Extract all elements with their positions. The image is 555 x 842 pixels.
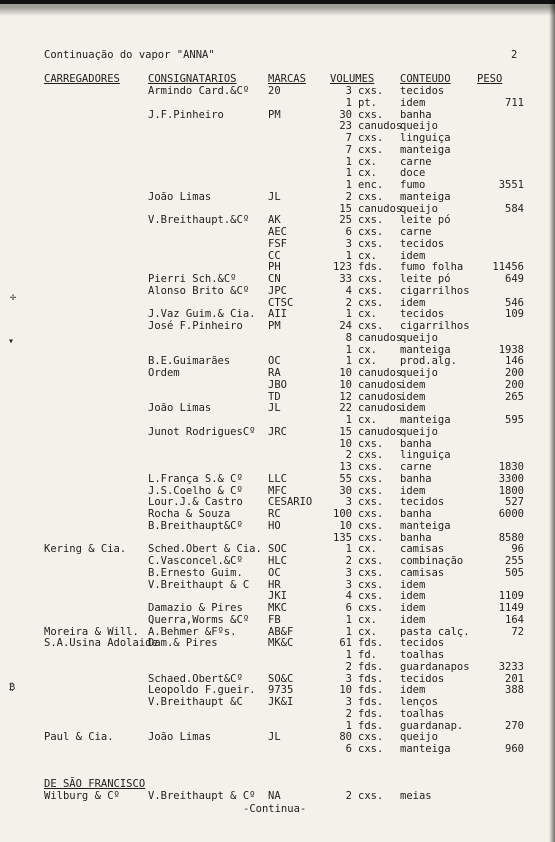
content-cell: guardanap. [400, 719, 464, 732]
mark-cell: OC [268, 566, 281, 579]
mark-cell: JL [268, 402, 281, 415]
volume-count-cell: 22 [339, 402, 352, 415]
volume-count-cell: 30 [339, 484, 352, 497]
continued-footer: -Continua- [243, 803, 307, 815]
volume-unit-cell: cx. [358, 308, 377, 321]
mark-cell: CTSC [268, 296, 294, 309]
volume-unit-cell: fds. [358, 637, 384, 650]
volume-count-cell: 6 [345, 602, 352, 614]
mark-cell: CN [268, 273, 281, 285]
content-cell: camisas [400, 566, 445, 579]
weight-cell: 960 [505, 743, 524, 755]
volume-count-cell: 3 [345, 696, 352, 708]
header-carregadores: CARREGADORES [44, 73, 120, 85]
volume-unit-cell: cxs. [358, 743, 384, 755]
weight-cell: 505 [505, 566, 524, 579]
consignee-cell: Querra,Worms &Cº [148, 613, 250, 626]
content-cell: banha [400, 508, 432, 520]
content-cell: banha [400, 108, 432, 121]
mark-cell: HLC [268, 555, 287, 567]
volume-unit-cell: cxs. [358, 108, 384, 121]
content-cell: idem [400, 402, 426, 415]
content-cell: idem [400, 484, 426, 497]
volume-unit-cell: cxs. [358, 132, 384, 144]
mark-cell: 20 [268, 85, 281, 97]
volume-count-cell: 1 [345, 414, 352, 426]
volume-unit-cell: cxs. [358, 531, 384, 544]
mark-cell: MFC [268, 484, 287, 497]
consignee-cell: Junot RodriguesCº [148, 425, 256, 438]
mark-cell: FSF [268, 237, 287, 250]
margin-mark: ▾ [8, 336, 15, 347]
consignee-cell: João Limas [148, 190, 212, 203]
weight-cell: 388 [505, 684, 524, 697]
content-cell: manteiga [400, 743, 451, 755]
volume-count-cell: 1 [345, 355, 352, 368]
content-cell: tecidos [400, 85, 445, 97]
consignee-cell: L.França S.& Cº [148, 472, 243, 485]
volume-unit-cell: cxs. [358, 449, 384, 462]
content-cell: doce [400, 167, 426, 180]
volume-unit-cell: cxs. [358, 284, 384, 297]
volume-unit-cell: cxs. [358, 320, 384, 332]
content-cell: queijo [400, 331, 438, 344]
consignee-cell: Pierri Sch.&Cº [148, 273, 237, 285]
consignee-cell: V.Breithaupt & C [148, 578, 250, 591]
mark-cell: NA [268, 790, 281, 802]
volume-count-cell: 1 [345, 719, 352, 732]
content-cell: queijo [400, 425, 438, 438]
mark-cell: AII [268, 308, 287, 321]
content-cell: meias [400, 790, 432, 802]
volume-unit-cell: cx. [358, 613, 377, 626]
content-cell: carne [400, 226, 432, 238]
volume-count-cell: 2 [345, 790, 352, 802]
weight-cell: 200 [505, 378, 524, 391]
consignee-cell: J.Vaz Guim.& Cia. [148, 308, 256, 321]
weight-cell: 270 [505, 719, 524, 732]
volume-unit-cell: fds. [358, 660, 384, 673]
volume-count-cell: 6 [345, 226, 352, 238]
consignee-cell: J.S.Coelho & Cº [148, 484, 243, 497]
mark-cell: JL [268, 731, 281, 744]
mark-cell: AB&F [268, 625, 294, 638]
volume-count-cell: 10 [339, 684, 352, 697]
mark-cell: PM [268, 108, 281, 121]
content-cell: manteiga [400, 414, 451, 426]
content-cell: idem [400, 249, 426, 262]
volume-count-cell: 55 [339, 472, 352, 485]
weight-cell: 164 [505, 613, 524, 626]
weight-cell: 3551 [498, 179, 524, 191]
volume-unit-cell: cxs. [358, 790, 384, 802]
content-cell: toalhas [400, 649, 445, 661]
volume-count-cell: 3 [345, 578, 352, 591]
volume-count-cell: 7 [345, 143, 352, 156]
volume-count-cell: 2 [345, 449, 352, 462]
volume-unit-cell: canudos [358, 202, 403, 215]
mark-cell: HR [268, 578, 281, 591]
consignee-cell: V.Breithaupt.&Cº [148, 214, 250, 227]
content-cell: idem [400, 684, 426, 697]
shipper-cell: S.A.Usina Adolaide [44, 637, 158, 650]
volume-unit-cell: cxs. [358, 602, 384, 614]
consignee-cell: Ordem [148, 367, 180, 379]
mark-cell: JK&I [268, 696, 294, 708]
weight-cell: 546 [505, 296, 524, 309]
mark-cell: JBO [268, 378, 287, 391]
volume-count-cell: 10 [339, 519, 352, 532]
margin-mark: ₿ [9, 682, 16, 693]
volume-count-cell: 1 [345, 179, 352, 191]
volume-unit-cell: canudos [358, 120, 403, 133]
mark-cell: HO [268, 519, 281, 532]
weight-cell: 255 [505, 555, 524, 567]
volume-count-cell: 100 [333, 508, 352, 520]
mark-cell: JL [268, 190, 281, 203]
content-cell: tecidos [400, 637, 445, 650]
volume-unit-cell: cxs. [358, 508, 384, 520]
mark-cell: CC [268, 249, 281, 262]
volume-unit-cell: cxs. [358, 190, 384, 203]
mark-cell: JRC [268, 425, 287, 438]
consignee-cell: Schaed.Obert&Cº [148, 672, 243, 685]
shipper-cell: Wilburg & Cº [44, 790, 120, 802]
content-cell: queijo [400, 120, 438, 133]
content-cell: idem [400, 378, 426, 391]
header-consignatarios: CONSIGNATARIOS [148, 73, 237, 85]
content-cell: queijo [400, 202, 438, 215]
consignee-cell: Alonso Brito &Cº [148, 284, 250, 297]
volume-count-cell: 4 [345, 590, 352, 603]
volume-count-cell: 8 [345, 331, 352, 344]
content-cell: guardanapos [400, 660, 470, 673]
volume-unit-cell: cxs. [358, 296, 384, 309]
weight-cell: 1830 [498, 461, 524, 473]
consignee-cell: Dam.& Pires [148, 637, 218, 650]
mark-cell: PH [268, 261, 281, 274]
volume-count-cell: 3 [345, 672, 352, 685]
page-number: 2 [511, 49, 518, 61]
weight-cell: 201 [505, 672, 524, 685]
shipper-cell: Moreira & Will. [44, 625, 139, 638]
volume-unit-cell: cxs. [358, 555, 384, 567]
volume-unit-cell: cx. [358, 543, 377, 556]
weight-cell: 6000 [498, 508, 524, 520]
mark-cell: RA [268, 367, 281, 379]
content-cell: queijo [400, 367, 438, 379]
weight-cell: 711 [505, 96, 524, 109]
volume-unit-cell: cxs. [358, 214, 384, 227]
weight-cell: 146 [505, 355, 524, 368]
volume-unit-cell: fds. [358, 696, 384, 708]
volume-count-cell: 24 [339, 320, 352, 332]
consignee-cell: João Limas [148, 731, 212, 744]
volume-unit-cell: fds. [358, 261, 384, 274]
content-cell: banha [400, 437, 432, 450]
content-cell: toalhas [400, 707, 445, 720]
volume-count-cell: 2 [345, 707, 352, 720]
volume-unit-cell: cxs. [358, 496, 384, 509]
mark-cell: SOC [268, 543, 287, 556]
volume-count-cell: 2 [345, 296, 352, 309]
content-cell: camisas [400, 543, 445, 556]
volume-unit-cell: canudos [358, 378, 403, 391]
scan-edge-top [0, 0, 555, 16]
volume-unit-cell: cx. [358, 167, 377, 180]
content-cell: linguiça [400, 449, 451, 462]
volume-unit-cell: cxs. [358, 437, 384, 450]
volume-count-cell: 3 [345, 85, 352, 97]
volume-count-cell: 13 [339, 461, 352, 473]
weight-cell: 3300 [498, 472, 524, 485]
consignee-cell: Armindo Card.&Cº [148, 85, 250, 97]
volume-count-cell: 1 [345, 343, 352, 356]
weight-cell: 1938 [498, 343, 524, 356]
header-volumes: VOLUMES [330, 73, 375, 85]
mark-cell: 9735 [268, 684, 294, 697]
volume-count-cell: 2 [345, 190, 352, 203]
weight-cell: 527 [505, 496, 524, 509]
consignee-cell: João Limas [148, 402, 212, 415]
content-cell: cigarrilhos [400, 284, 470, 297]
content-cell: leite pó [400, 214, 451, 227]
volume-count-cell: 3 [345, 237, 352, 250]
volume-unit-cell: canudos [358, 331, 403, 344]
volume-unit-cell: cxs. [358, 731, 384, 744]
weight-cell: 109 [505, 308, 524, 321]
consignee-cell: B.Breithaupt&Cº [148, 519, 243, 532]
volume-unit-cell: cxs. [358, 85, 384, 97]
mark-cell: LLC [268, 472, 287, 485]
weight-cell: 1800 [498, 484, 524, 497]
volume-unit-cell: canudos [358, 425, 403, 438]
volume-unit-cell: cxs. [358, 590, 384, 603]
content-cell: carne [400, 155, 432, 168]
volume-unit-cell: fds. [358, 719, 384, 732]
weight-cell: 72 [511, 625, 524, 638]
mark-cell: AEC [268, 226, 287, 238]
weight-cell: 1109 [498, 590, 524, 603]
content-cell: manteiga [400, 190, 451, 203]
volume-count-cell: 1 [345, 249, 352, 262]
content-cell: idem [400, 602, 426, 614]
mark-cell: MK&C [268, 637, 294, 650]
volume-unit-cell: cx. [358, 625, 377, 638]
volume-count-cell: 1 [345, 308, 352, 321]
content-cell: linguiça [400, 132, 451, 144]
document-title: Continuação do vapor "ANNA" [44, 49, 215, 61]
weight-cell: 649 [505, 273, 524, 285]
content-cell: idem [400, 578, 426, 591]
shipper-cell: Kering & Cia. [44, 543, 127, 556]
weight-cell: 1149 [498, 602, 524, 614]
section-title: DE SÃO FRANCISCO [44, 778, 146, 790]
weight-cell: 11456 [492, 261, 524, 274]
volume-count-cell: 1 [345, 96, 352, 109]
volume-unit-cell: cx. [358, 355, 377, 368]
weight-cell: 584 [505, 202, 524, 215]
content-cell: idem [400, 296, 426, 309]
volume-count-cell: 33 [339, 273, 352, 285]
volume-count-cell: 2 [345, 555, 352, 567]
consignee-cell: Sched.Obert & Cia. [148, 543, 262, 556]
content-cell: carne [400, 461, 432, 473]
volume-count-cell: 30 [339, 108, 352, 121]
consignee-cell: Leopoldo F.gueir. [148, 684, 256, 697]
volume-unit-cell: cx. [358, 414, 377, 426]
volume-count-cell: 61 [339, 637, 352, 650]
mark-cell: OC [268, 355, 281, 368]
content-cell: pasta calç. [400, 625, 470, 638]
weight-cell: 595 [505, 414, 524, 426]
consignee-cell: V.Breithaupt &C [148, 696, 243, 708]
volume-count-cell: 1 [345, 543, 352, 556]
content-cell: tecidos [400, 237, 445, 250]
volume-unit-cell: cxs. [358, 578, 384, 591]
mark-cell: TD [268, 390, 281, 403]
consignee-cell: J.F.Pinheiro [148, 108, 224, 121]
volume-unit-cell: cxs. [358, 143, 384, 156]
weight-cell: 265 [505, 390, 524, 403]
content-cell: prod.alg. [400, 355, 457, 368]
content-cell: queijo [400, 731, 438, 744]
consignee-cell: B.E.Guimarães [148, 355, 231, 368]
volume-count-cell: 1 [345, 167, 352, 180]
content-cell: lenços [400, 696, 438, 708]
volume-unit-cell: enc. [358, 179, 384, 191]
content-cell: idem [400, 96, 426, 109]
volume-count-cell: 3 [345, 496, 352, 509]
volume-count-cell: 1 [345, 625, 352, 638]
mark-cell: JPC [268, 284, 287, 297]
volume-count-cell: 4 [345, 284, 352, 297]
volume-unit-cell: fds. [358, 684, 384, 697]
header-marcas: MARCAS [268, 73, 306, 85]
volume-unit-cell: canudos [358, 390, 403, 403]
mark-cell: RC [268, 508, 281, 520]
content-cell: fumo folha [400, 261, 464, 274]
volume-count-cell: 6 [345, 743, 352, 755]
content-cell: manteiga [400, 343, 451, 356]
volume-unit-cell: fd. [358, 649, 377, 661]
volume-unit-cell: cxs. [358, 461, 384, 473]
header-conteudo: CONTEUDO [400, 73, 451, 85]
content-cell: manteiga [400, 143, 451, 156]
volume-count-cell: 3 [345, 566, 352, 579]
volume-unit-cell: cx. [358, 155, 377, 168]
volume-count-cell: 135 [333, 531, 352, 544]
volume-count-cell: 15 [339, 202, 352, 215]
volume-unit-cell: fds. [358, 672, 384, 685]
content-cell: fumo [400, 179, 426, 191]
volume-unit-cell: pt. [358, 96, 377, 109]
mark-cell: AK [268, 214, 281, 227]
content-cell: combinação [400, 555, 464, 567]
volume-unit-cell: cxs. [358, 273, 384, 285]
volume-unit-cell: canudos [358, 402, 403, 415]
volume-count-cell: 10 [339, 378, 352, 391]
volume-count-cell: 25 [339, 214, 352, 227]
weight-cell: 3233 [498, 660, 524, 673]
volume-unit-cell: cx. [358, 343, 377, 356]
mark-cell: JKI [268, 590, 287, 603]
volume-count-cell: 123 [333, 261, 352, 274]
weight-cell: 200 [505, 367, 524, 379]
content-cell: cigarrilhos [400, 320, 470, 332]
content-cell: idem [400, 390, 426, 403]
volume-unit-cell: cxs. [358, 566, 384, 579]
volume-count-cell: 1 [345, 155, 352, 168]
header-peso: PESO [477, 73, 503, 85]
consignee-cell: B.Ernesto Guim. [148, 566, 243, 579]
scan-edge-right [549, 0, 555, 842]
content-cell: banha [400, 531, 432, 544]
volume-count-cell: 1 [345, 613, 352, 626]
volume-unit-cell: cxs. [358, 519, 384, 532]
content-cell: tecidos [400, 496, 445, 509]
content-cell: leite pó [400, 273, 451, 285]
volume-unit-cell: cxs. [358, 484, 384, 497]
volume-count-cell: 7 [345, 132, 352, 144]
volume-unit-cell: fds. [358, 707, 384, 720]
consignee-cell: V.Breithaupt & Cº [148, 790, 256, 802]
consignee-cell: José F.Pinheiro [148, 320, 243, 332]
consignee-cell: Damazio & Pires [148, 602, 243, 614]
mark-cell: FB [268, 613, 281, 626]
consignee-cell: A.Behmer &Fºs. [148, 625, 237, 638]
weight-cell: 8580 [498, 531, 524, 544]
content-cell: manteiga [400, 519, 451, 532]
volume-unit-cell: cxs. [358, 237, 384, 250]
content-cell: idem [400, 613, 426, 626]
mark-cell: PM [268, 320, 281, 332]
consignee-cell: Rocha & Souza [148, 508, 231, 520]
content-cell: tecidos [400, 672, 445, 685]
volume-count-cell: 2 [345, 660, 352, 673]
margin-mark: ✢ [10, 292, 17, 303]
content-cell: idem [400, 590, 426, 603]
volume-count-cell: 23 [339, 120, 352, 133]
volume-unit-cell: cxs. [358, 472, 384, 485]
volume-unit-cell: cx. [358, 249, 377, 262]
consignee-cell: Lour.J.& Castro [148, 496, 243, 509]
weight-cell: 96 [511, 543, 524, 556]
volume-count-cell: 15 [339, 425, 352, 438]
consignee-cell: C.Vasconcel.&Cº [148, 555, 243, 567]
volume-count-cell: 10 [339, 367, 352, 379]
content-cell: tecidos [400, 308, 445, 321]
volume-count-cell: 1 [345, 649, 352, 661]
volume-unit-cell: cxs. [358, 226, 384, 238]
volume-count-cell: 10 [339, 437, 352, 450]
volume-unit-cell: canudos [358, 367, 403, 379]
volume-count-cell: 80 [339, 731, 352, 744]
content-cell: banha [400, 472, 432, 485]
volume-count-cell: 12 [339, 390, 352, 403]
mark-cell: SO&C [268, 672, 294, 685]
shipper-cell: Paul & Cia. [44, 731, 114, 744]
mark-cell: CESARIO [268, 496, 313, 509]
mark-cell: MKC [268, 602, 287, 614]
